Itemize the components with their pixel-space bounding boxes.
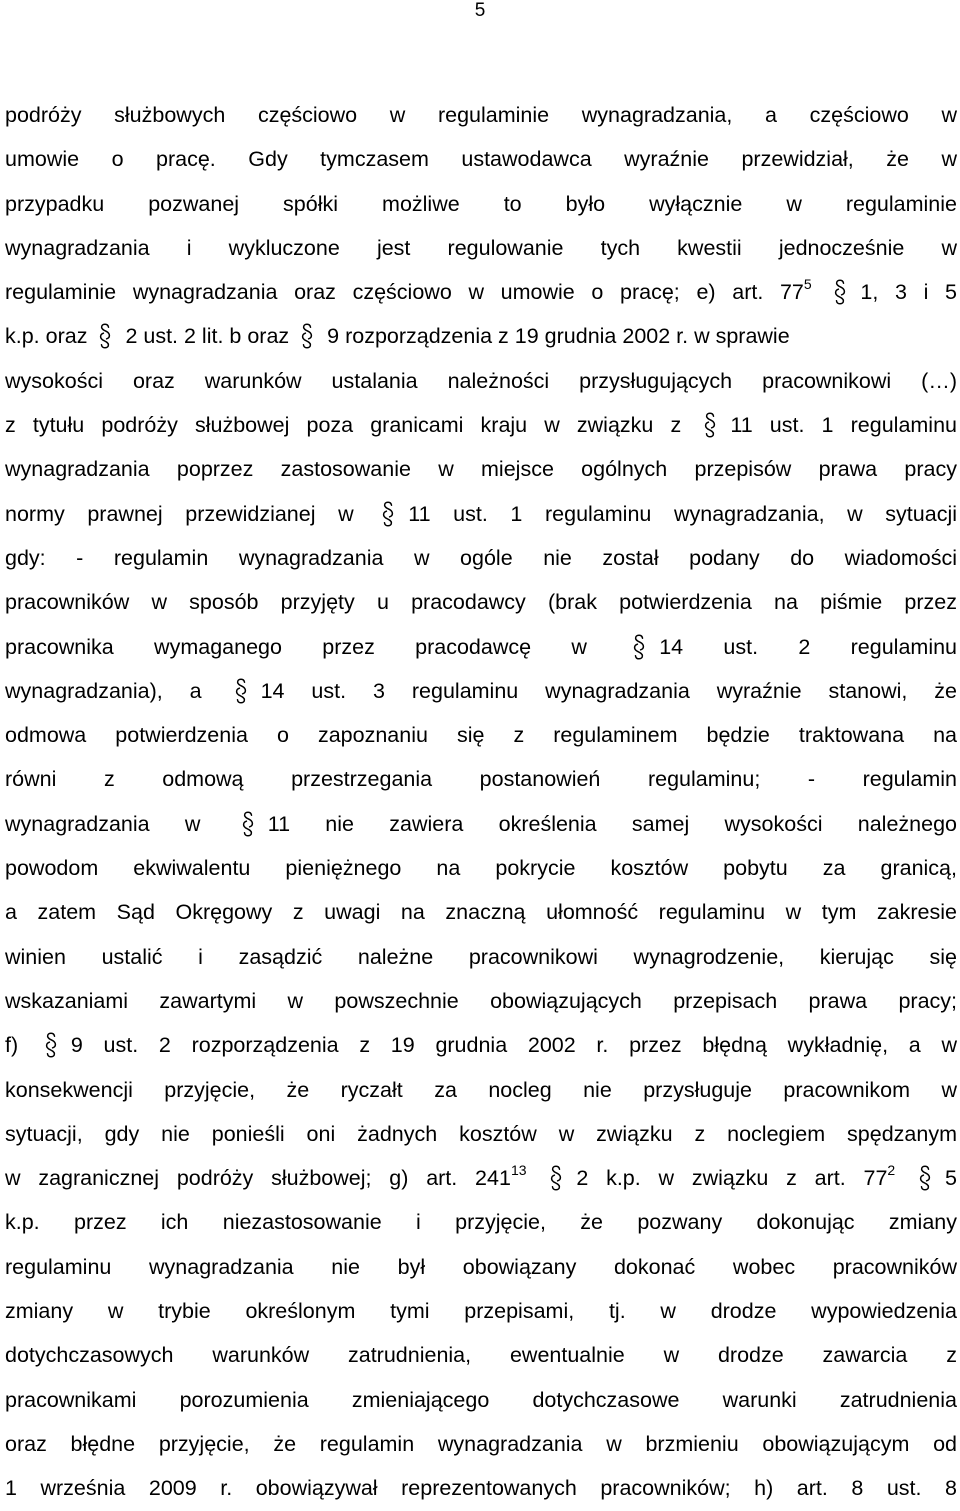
text-line: w zagranicznej podróży służbowej; g) art. $241^{13}$ 2 k.p. w związku z art. $77^2$ 5 [5, 1162, 957, 1191]
text-line: równi z odmową przestrzegania postanowień regulaminu; - regulamin [5, 767, 957, 792]
text-line: k.p. przez ich niezastosowanie i przyjęcie, że pozwany dokonując zmiany [5, 1210, 957, 1235]
section-sign-icon [235, 675, 247, 701]
text-line: a zatem Sąd Okręgowy z uwagi na znaczną ułomność regulaminu w tym zakresie [5, 900, 957, 925]
text-line: regulaminie wynagradzania oraz częściowo w umowie o pracę; e) art. $77^5$ 1, 3 i 5 [5, 276, 957, 305]
section-sign-icon [99, 320, 111, 346]
text-line: wynagradzania w 11 nie zawiera określenia samej wysokości należnego [5, 802, 957, 846]
text-line: odmowa potwierdzenia o zapoznaniu się z regulaminem będzie traktowana na [5, 723, 957, 748]
text-line: wysokości oraz warunków ustalania należności przysługujących pracownikowi (…) [5, 368, 957, 393]
text-line: sytuacji, gdy nie ponieśli oni żadnych kosztów w związku z noclegiem spędzanym [5, 1121, 957, 1146]
text-line: wynagradzania poprzez zastosowanie w miejsce ogólnych przepisów prawa pracy [5, 457, 957, 482]
text-line: zmiany w trybie określonym tymi przepisami, tj. w drodze wypowiedzenia [5, 1299, 957, 1324]
text-line: pracownika wymaganego przez pracodawcę w 14 ust. 2 regulaminu [5, 625, 957, 669]
text-line: 1 września 2009 r. obowiązywał reprezentowanych pracowników; h) art. 8 ust. 8 [5, 1476, 957, 1501]
text-line: regulaminu wynagradzania nie był obowiązany dokonać wobec pracowników [5, 1254, 957, 1279]
section-sign-icon [919, 1162, 931, 1188]
text-line: konsekwencji przyjęcie, że ryczałt za nocleg nie przysługuje pracownikom w [5, 1077, 957, 1102]
text-line: z tytułu podróży służbowej poza granicami kraju w związku z 11 ust. 1 regulaminu [5, 403, 957, 447]
section-sign-icon [834, 276, 846, 302]
section-sign-icon [45, 1029, 57, 1055]
document-body [5, 93, 957, 1511]
text-line: f) 9 ust. 2 rozporządzenia z 19 grudnia 2002 r. przez błędną wykładnię, a w [5, 1023, 957, 1067]
text-line: wynagradzania i wykluczone jest regulowanie tych kwestii jednocześnie w [5, 235, 957, 260]
superscript: 5 [803, 276, 812, 293]
text-line: umowie o pracę. Gdy tymczasem ustawodawca wyraźnie przewidział, że w [5, 147, 957, 172]
text-line: dotychczasowych warunków zatrudnienia, ewentualnie w drodze zawarcia z [5, 1343, 957, 1368]
section-sign-icon [550, 1162, 562, 1188]
section-sign-icon [382, 498, 394, 524]
text-line: k.p. oraz 2 ust. 2 lit. b oraz 9 rozporządzenia z 19 grudnia 2002 r. w sprawie [5, 314, 957, 358]
text-line: oraz błędne przyjęcie, że regulamin wynagradzania w brzmieniu obowiązującym od [5, 1431, 957, 1456]
text-line: wskazaniami zawartymi w powszechnie obowiązujących przepisach prawa pracy; [5, 988, 957, 1013]
text-line: pracowników w sposób przyjęty u pracodawcy (brak potwierdzenia na piśmie przez [5, 590, 957, 615]
text-line: wynagradzania), a 14 ust. 3 regulaminu wynagradzania wyraźnie stanowi, że [5, 669, 957, 713]
section-sign-icon [301, 320, 313, 346]
text-line: przypadku pozwanej spółki możliwe to było wyłącznie w regulaminie [5, 191, 957, 216]
text-line: powodom ekwiwalentu pieniężnego na pokrycie kosztów pobytu za granicą, [5, 856, 957, 881]
section-sign-icon [704, 409, 716, 435]
text-line: pracownikami porozumienia zmieniającego dotychczasowe warunki zatrudnienia [5, 1387, 957, 1412]
text-line: winien ustalić i zasądzić należne pracownikowi wynagrodzenie, kierując się [5, 944, 957, 969]
text-line: podróży służbowych częściowo w regulaminie wynagradzania, a częściowo w [5, 103, 957, 127]
section-sign-icon [242, 808, 254, 834]
text-line: gdy: - regulamin wynagradzania w ogóle nie został podany do wiadomości [5, 545, 957, 570]
superscript: 2 [887, 1162, 896, 1179]
section-sign-icon [633, 631, 645, 657]
superscript: 13 [510, 1162, 527, 1179]
text-line: normy prawnej przewidzianej w 11 ust. 1 regulaminu wynagradzania, w sytuacji [5, 492, 957, 536]
page-number: 5 [474, 0, 486, 21]
